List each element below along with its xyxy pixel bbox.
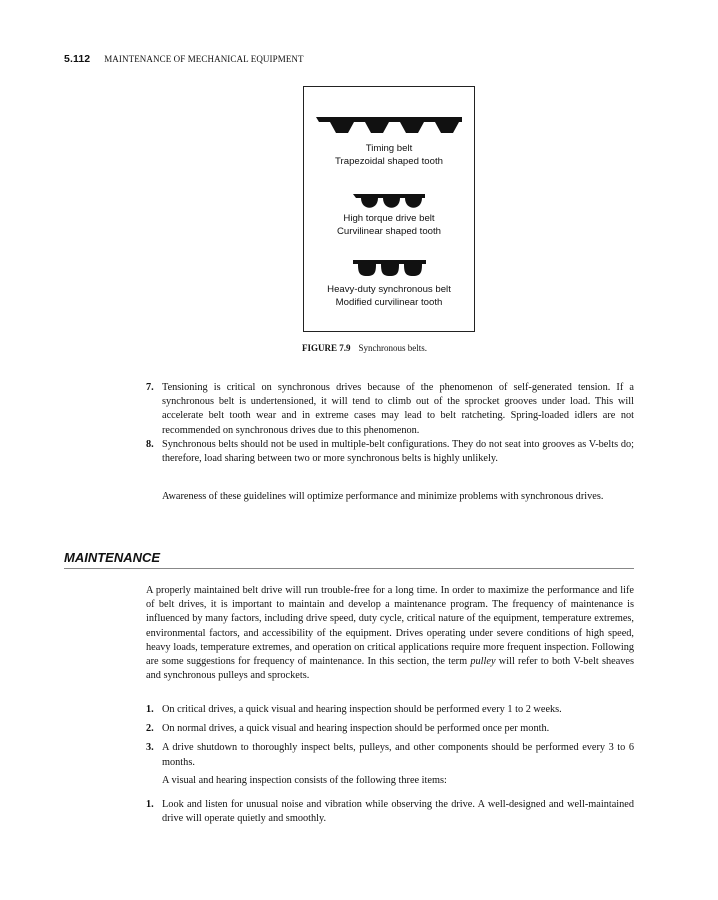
running-title: MAINTENANCE OF MECHANICAL EQUIPMENT <box>104 54 304 64</box>
intro-term: pulley <box>470 656 496 668</box>
inspection-intro: A visual and hearing inspection consists of the following three items: <box>162 775 447 786</box>
belt-name: High torque drive belt <box>343 213 435 224</box>
belt-name: Heavy-duty synchronous belt <box>327 284 451 295</box>
figure-number: FIGURE 7.9 <box>302 343 351 353</box>
list-item <box>146 438 634 466</box>
item-text: On normal drives, a quick visual and hearing inspection should be performed once per month. <box>162 723 550 735</box>
list-item <box>146 798 634 826</box>
frequency-list <box>146 703 634 770</box>
item-number: 2. <box>146 723 154 735</box>
belt-tooth: Trapezoidal shaped tooth <box>335 155 443 167</box>
belt-tooth: Curvilinear shaped tooth <box>337 225 441 237</box>
heavy-duty-belt-illustration <box>304 259 474 279</box>
belt-name: Timing belt <box>365 143 413 154</box>
item-text: Synchronous belts should not be used in multiple-belt configurations. They do not seat into grooves as V-belts do; therefore, load sharing between two or more synchronous belts is highly unlikely. <box>162 438 634 465</box>
page-number: 5.112 <box>64 53 91 65</box>
guidelines-list <box>146 381 634 466</box>
section-heading: MAINTENANCE <box>64 550 634 569</box>
item-text: On critical drives, a quick visual and hearing inspection should be performed every 1 to 2 weeks. <box>162 704 562 715</box>
figure-7-9 <box>303 86 475 332</box>
list-item <box>146 722 634 736</box>
belt-tooth: Modified curvilinear tooth <box>335 296 443 308</box>
list-item <box>146 741 634 769</box>
item-text: A drive shutdown to thoroughly inspect belts, pulleys, and other components should be performed every 3 to 6 months. <box>162 742 634 768</box>
high-torque-belt-illustration <box>304 193 474 213</box>
timing-belt-caption <box>304 143 474 168</box>
list-item <box>146 703 634 717</box>
running-head <box>64 53 304 65</box>
maintenance-intro-paragraph <box>146 584 634 683</box>
item-number: 7. <box>146 382 154 393</box>
heavy-duty-belt-caption <box>304 284 474 309</box>
high-torque-belt-caption <box>304 213 474 238</box>
list-item <box>146 381 634 438</box>
awareness-paragraph: Awareness of these guidelines will optimize performance and minimize problems with synchronous drives. <box>162 491 604 502</box>
intro-text-start: A properly maintained belt drive will run trouble-free for a long time. In order to maximize the performance and life of belt drives, it is important to maintain and develop a maintenance program. The frequency of maintenance is influenced by many factors, including drive speed, duty cycle, critical nature of the equipment, temperature extremes, environmental factors, and accessibility of the equipment. Drives operating under severe conditions of high speed, heavy loads, temperature extremes, and operation on critical applications require more frequent inspection. Following are some suggestions for frequency of maintenance. In this section, the term <box>146 585 634 668</box>
item-number: 8. <box>146 438 154 450</box>
timing-belt-illustration <box>304 116 474 136</box>
item-number: 3. <box>146 742 154 754</box>
item-text: Look and listen for unusual noise and vibration while observing the drive. A well-designed and well-maintained drive will operate quietly and smoothly. <box>162 799 634 825</box>
figure-caption <box>302 343 427 353</box>
item-number: 1. <box>146 799 154 810</box>
intro-text-end: will refer to both V-belt sheaves and synchronous pulleys and sprockets. <box>146 656 634 682</box>
figure-caption-text: Synchronous belts. <box>358 343 428 353</box>
item-text: Tensioning is critical on synchronous drives because of the phenomenon of self-generated tension. If a synchronous belt is undertensioned, it will tend to climb out of the sprocket grooves under load. This will accelerate belt tooth wear and in extreme cases may lead to belt ratcheting. Spring-loaded idlers are not recommended on synchronous drives due to this phenomenon. <box>162 382 634 436</box>
inspection-list <box>146 798 634 826</box>
item-number: 1. <box>146 704 154 715</box>
